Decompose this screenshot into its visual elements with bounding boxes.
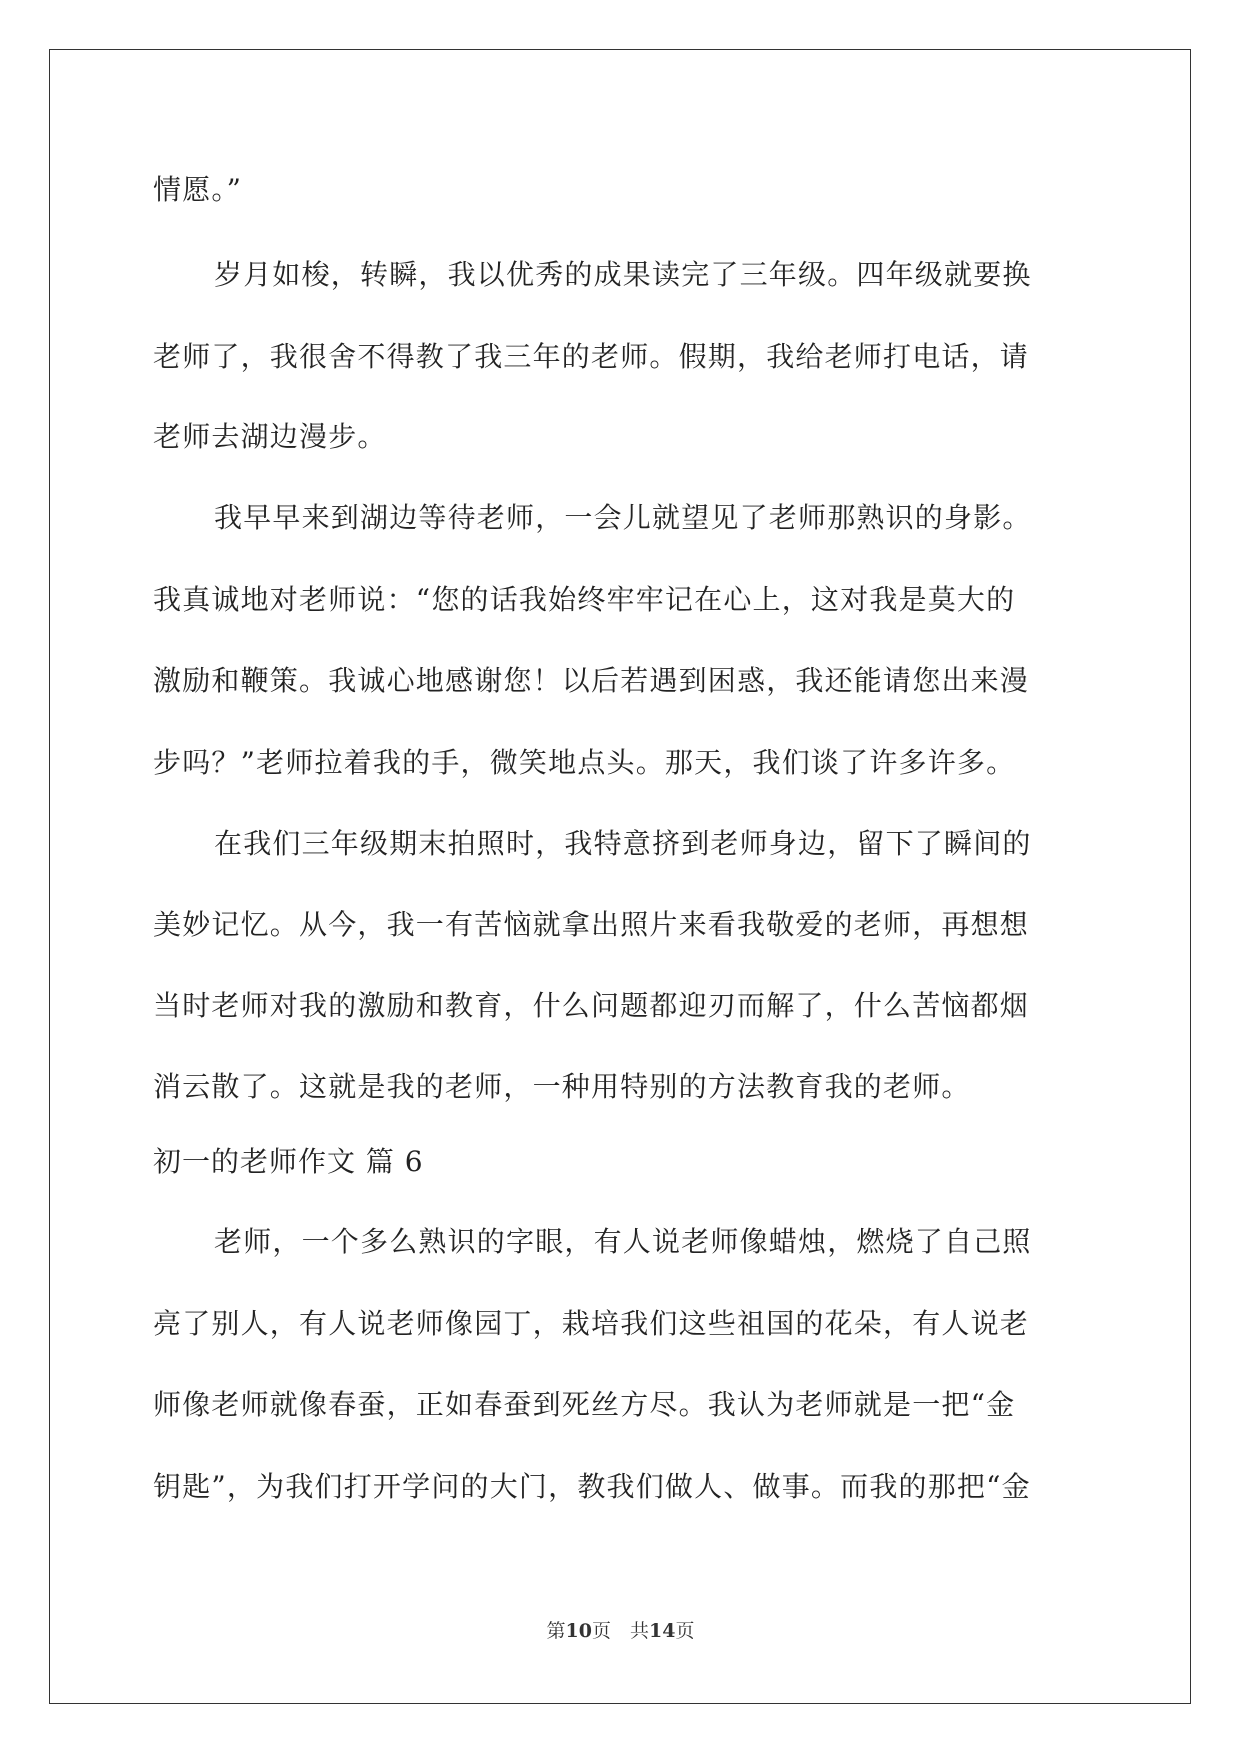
text-line: 步吗？”老师拉着我的手，微笑地点头。那天，我们谈了许多许多。	[153, 746, 1016, 779]
page-mid: 页 共	[591, 1620, 649, 1642]
text-line: 我早早来到湖边等待老师，一会儿就望见了老师那熟识的身影。	[214, 501, 1032, 534]
text-line: 亮了别人，有人说老师像园丁，栽培我们这些祖国的花朵，有人说老	[153, 1307, 1030, 1340]
page-prefix: 第	[546, 1620, 566, 1642]
page-suffix: 页	[675, 1620, 695, 1642]
page-footer	[0, 1618, 1241, 1644]
page-border	[49, 49, 1191, 1704]
text-line: 我真诚地对老师说：“您的话我始终牢牢记在心上，这对我是莫大的	[153, 583, 1016, 616]
page-total-number: 14	[649, 1620, 676, 1642]
text-line: 消云散了。这就是我的老师，一种用特别的方法教育我的老师。	[153, 1070, 971, 1103]
text-line: 美妙记忆。从今，我一有苦恼就拿出照片来看我敬爱的老师，再想想	[153, 908, 1030, 941]
text-line: 师像老师就像春蚕，正如春蚕到死丝方尽。我认为老师就是一把“金	[153, 1388, 1016, 1421]
text-line: 老师，一个多么熟识的字眼，有人说老师像蜡烛，燃烧了自己照	[214, 1225, 1032, 1258]
text-line: 岁月如梭，转瞬，我以优秀的成果读完了三年级。四年级就要换	[214, 258, 1032, 291]
text-line: 情愿。”	[153, 173, 243, 206]
text-line: 激励和鞭策。我诚心地感谢您！以后若遇到困惑，我还能请您出来漫	[153, 664, 1030, 697]
text-line: 老师去湖边漫步。	[153, 420, 387, 453]
text-line: 老师了，我很舍不得教了我三年的老师。假期，我给老师打电话，请	[153, 340, 1030, 373]
section-heading: 初一的老师作文 篇 6	[153, 1145, 424, 1178]
text-line: 钥匙”，为我们打开学问的大门，教我们做人、做事。而我的那把“金	[153, 1470, 1031, 1503]
text-line: 当时老师对我的激励和教育，什么问题都迎刃而解了，什么苦恼都烟	[153, 989, 1030, 1022]
page-current-number: 10	[565, 1620, 592, 1642]
text-line: 在我们三年级期末拍照时，我特意挤到老师身边，留下了瞬间的	[214, 827, 1032, 860]
